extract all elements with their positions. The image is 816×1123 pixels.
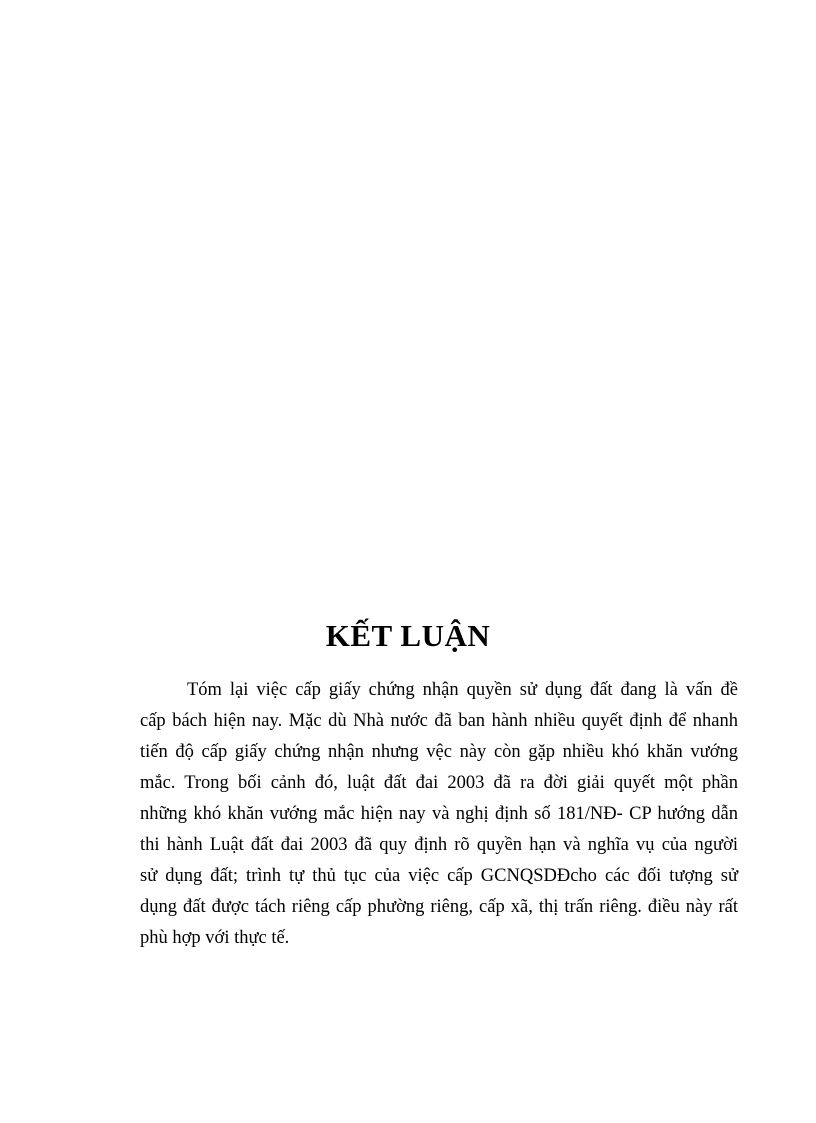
paragraph-line: phù hợp với thực tế. [140, 928, 290, 948]
paragraph-line: cấp bách hiện nay. Mặc dù Nhà nước đã ban hành nhiều quyết định để nhanh [140, 711, 738, 731]
paragraph-line: mắc. Trong bối cảnh đó, luật đất đai 2003 đã ra đời giải quyết một phần [140, 773, 738, 793]
paragraph-line: tiến độ cấp giấy chứng nhận nhưng vệc này còn gặp nhiều khó khăn vướng [140, 742, 738, 762]
paragraph-line: những khó khăn vướng mắc hiện nay và nghị định số 181/NĐ- CP hướng dẫn [140, 804, 738, 824]
conclusion-paragraph [140, 675, 738, 954]
paragraph-line: sử dụng đất; trình tự thủ tục của việc cấp GCNQSDĐcho các đối tượng sử [140, 866, 738, 886]
page-title: KẾT LUẬN [325, 618, 491, 653]
paragraph-line: Tóm lại việc cấp giấy chứng nhận quyền sử dụng đất đang là vấn đề [187, 680, 738, 700]
paragraph-line: dụng đất được tách riêng cấp phường riêng, cấp xã, thị trấn riêng. điều này rất [140, 897, 738, 917]
paragraph-line: thi hành Luật đất đai 2003 đã quy định rõ quyền hạn và nghĩa vụ của người [140, 835, 738, 855]
